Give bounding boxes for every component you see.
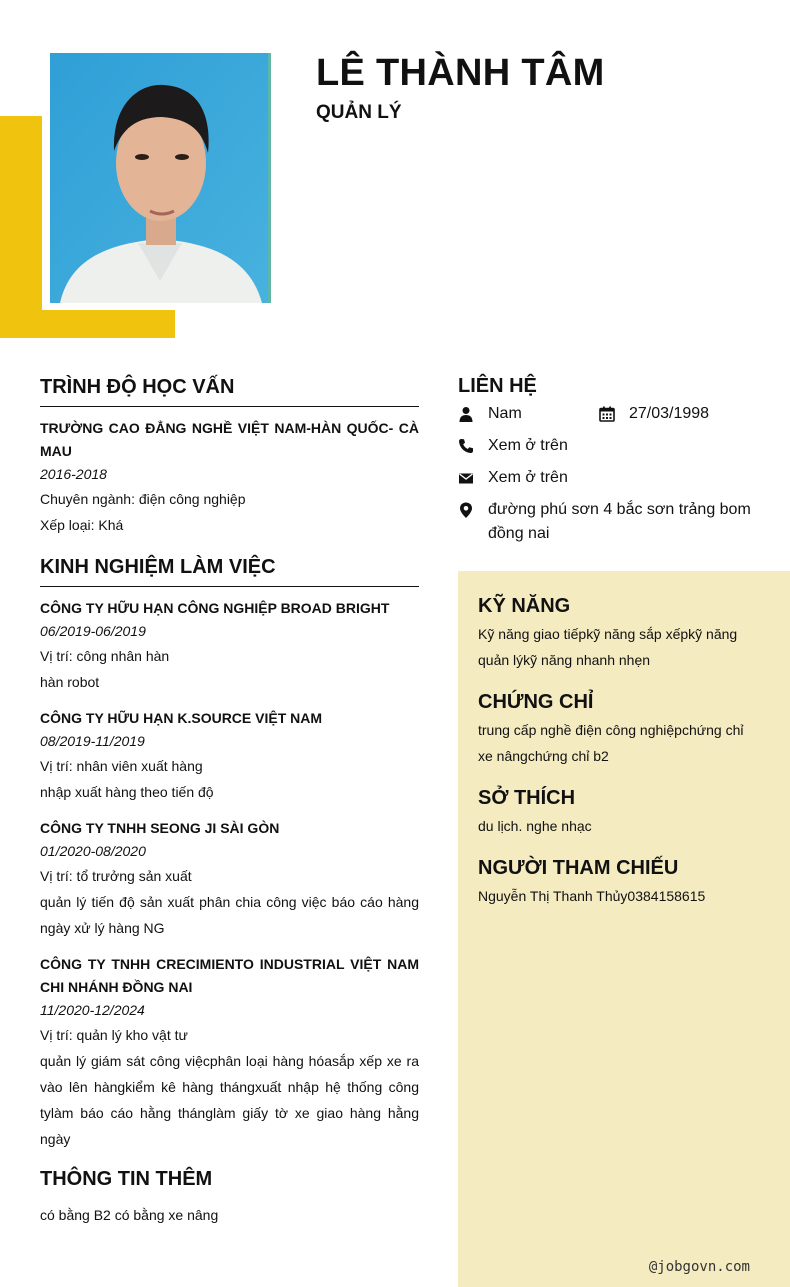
experience-entry (40, 817, 419, 941)
main-column (40, 372, 419, 1228)
gender-value: Nam (488, 405, 522, 422)
job-position: Vị trí: công nhân hàn (40, 648, 170, 664)
sidebar-panel (458, 571, 790, 1287)
contact-row-address (458, 498, 790, 550)
references-body: Nguyễn Thị Thanh Thủy0384158615 (478, 888, 706, 904)
location-pin-icon (458, 502, 474, 518)
additional-info-body: có bằng B2 có bằng xe nâng (40, 1207, 219, 1223)
job-period: 11/2020-12/2024 (40, 1002, 145, 1018)
hobbies-body: du lịch. nghe nhạc (478, 818, 592, 834)
school-name: TRƯỜNG CAO ĐẲNG NGHỀ VIỆT NAM-HÀN QUỐC- CÀ MAU (40, 420, 419, 459)
job-position: Vị trí: quản lý kho vật tư (40, 1027, 188, 1043)
job-position: Vị trí: nhân viên xuất hàng (40, 758, 203, 774)
portrait-icon (50, 53, 271, 303)
profile-photo (50, 53, 271, 303)
contact-section (458, 372, 790, 550)
job-period: 08/2019-11/2019 (40, 733, 145, 749)
job-period: 01/2020-08/2020 (40, 843, 146, 859)
accent-bar-vertical (0, 116, 42, 338)
phone-value: Xem ở trên (488, 437, 568, 454)
calendar-icon (599, 406, 615, 422)
person-icon (458, 406, 474, 422)
skills-body: Kỹ năng giao tiếpkỹ năng sắp xếpkỹ năng quản lýkỹ năng nhanh nhẹn (478, 626, 738, 668)
job-description: quản lý tiến độ sản xuất phân chia công việc báo cáo hàng ngày xử lý hàng NG (40, 894, 419, 936)
watermark: @jobgovn.com (648, 1259, 750, 1275)
education-grade: Xếp loại: Khá (40, 517, 124, 533)
phone-icon (458, 438, 474, 454)
company-name: CÔNG TY HỮU HẠN CÔNG NGHIỆP BROAD BRIGHT (40, 600, 390, 616)
experience-heading: KINH NGHIỆM LÀM VIỆC (40, 552, 419, 587)
skills-heading: KỸ NĂNG (478, 595, 571, 617)
company-name: CÔNG TY HỮU HẠN K.SOURCE VIỆT NAM (40, 710, 323, 726)
address-value: đường phú sơn 4 bắc sơn trảng bom đồng nai (488, 501, 751, 542)
job-title: QUẢN LÝ (316, 102, 402, 123)
email-value: Xem ở trên (488, 469, 568, 486)
candidate-name: LÊ THÀNH TÂM (316, 52, 605, 94)
job-description: quản lý giám sát công việcphân loại hàng hóasắp xếp xe ra vào lên hàngkiểm kê hàng thángxuất nhập hệ thống công tylàm báo cáo hằng thánglàm giấy tờ xe giao hàng hằng ngày (40, 1053, 419, 1147)
certificates-heading: CHỨNG CHỈ (478, 691, 594, 713)
job-position: Vị trí: tổ trưởng sản xuất (40, 868, 192, 884)
education-period: 2016-2018 (40, 466, 107, 482)
experience-entry (40, 597, 419, 695)
contact-heading: LIÊN HỆ (458, 375, 537, 397)
contact-row-email (458, 466, 790, 498)
education-entry (40, 417, 419, 538)
experience-entry (40, 707, 419, 805)
contact-row-gender (458, 402, 790, 434)
accent-bar-horizontal (0, 310, 175, 338)
job-period: 06/2019-06/2019 (40, 623, 146, 639)
company-name: CÔNG TY TNHH CRECIMIENTO INDUSTRIAL VIỆT NAM CHI NHÁNH ĐỒNG NAI (40, 956, 419, 995)
envelope-icon (458, 470, 474, 486)
additional-info-heading: THÔNG TIN THÊM (40, 1168, 213, 1190)
contact-row-phone (458, 434, 790, 466)
education-major: Chuyên ngành: điện công nghiệp (40, 491, 246, 507)
birthdate-value: 27/03/1998 (629, 405, 710, 422)
job-description: nhập xuất hàng theo tiến độ (40, 784, 214, 800)
company-name: CÔNG TY TNHH SEONG JI SÀI GÒN (40, 820, 280, 836)
experience-entry (40, 953, 419, 1152)
references-heading: NGƯỜI THAM CHIẾU (478, 857, 679, 879)
certificates-body: trung cấp nghề điện công nghiệpchứng chỉ xe nângchứng chỉ b2 (478, 722, 744, 764)
education-heading: TRÌNH ĐỘ HỌC VẤN (40, 372, 419, 407)
hobbies-heading: SỞ THÍCH (478, 787, 576, 809)
job-description: hàn robot (40, 674, 100, 690)
